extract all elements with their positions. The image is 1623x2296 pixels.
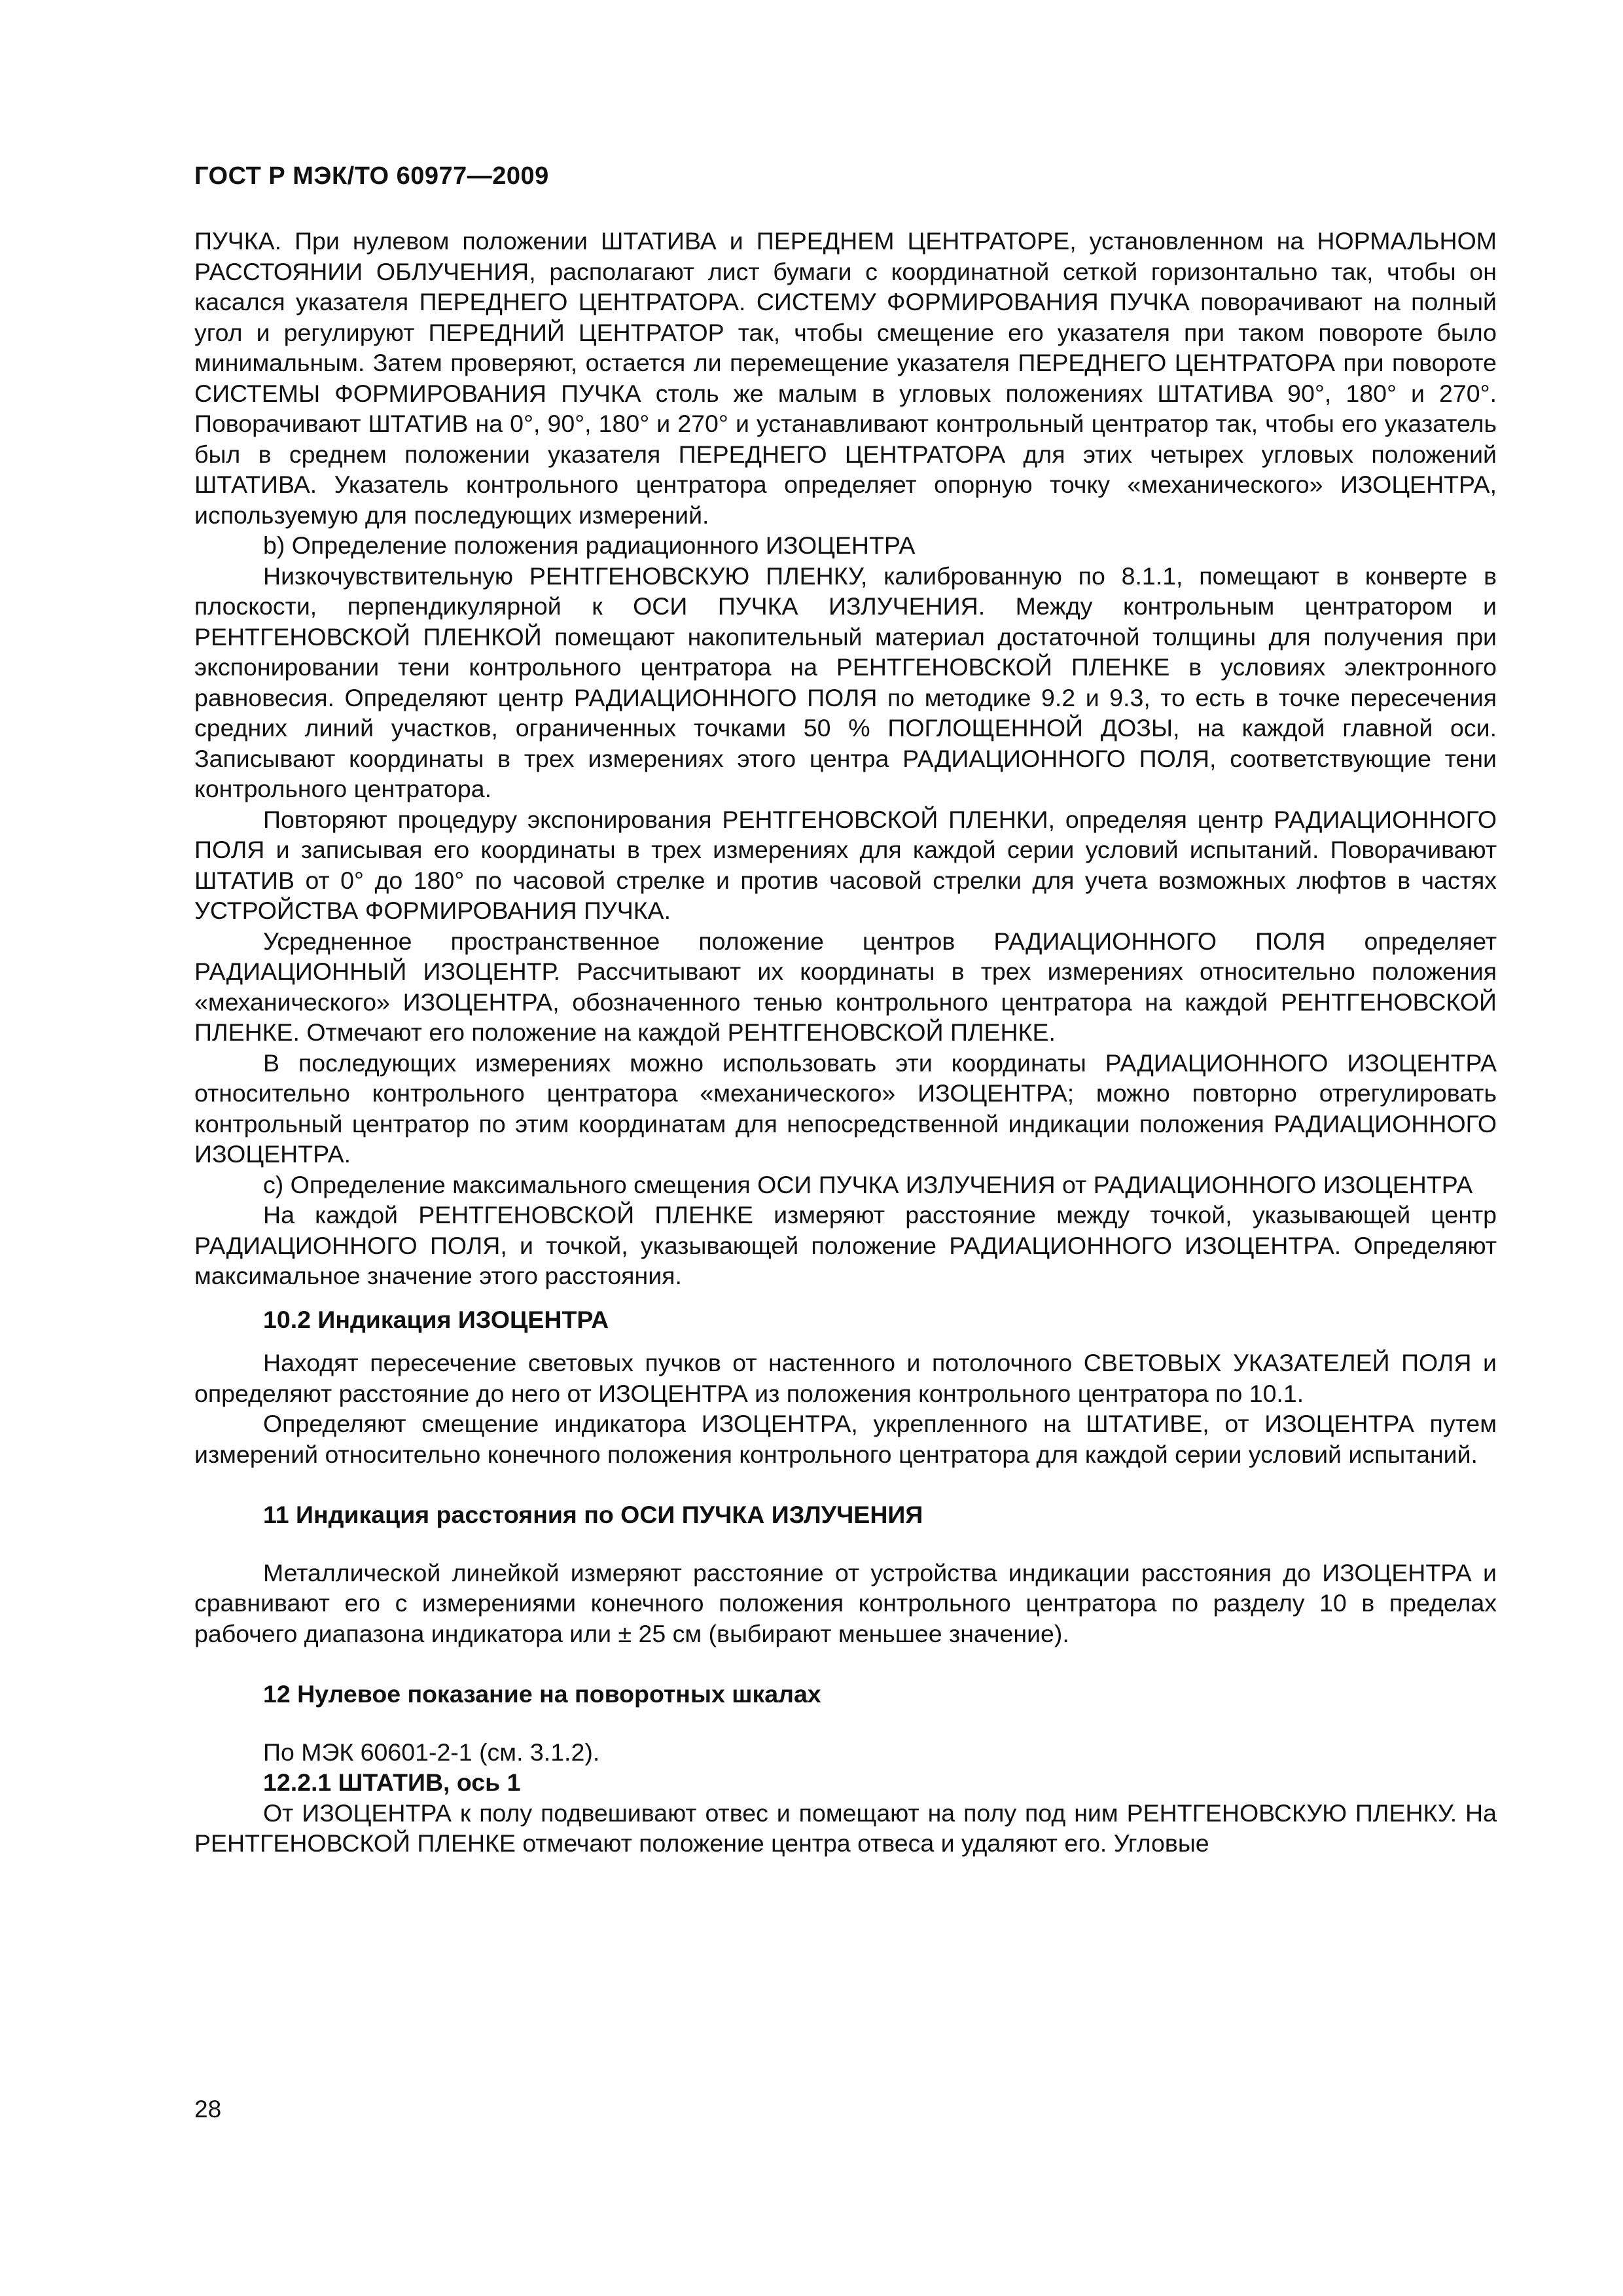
paragraph: На каждой РЕНТГЕНОВСКОЙ ПЛЕНКЕ измеряют расстояние между точкой, указывающей центр РАДИАЦИОННОГО ПОЛЯ, и точкой, указывающей положение РАДИАЦИОННОГО ИЗОЦЕНТРА. Определяют максимальное значение этого расстояния.: [194, 1201, 1497, 1289]
section-heading-12: 12 Нулевое показание на поворотных шкалах: [263, 1680, 821, 1708]
document-body: [194, 226, 1497, 1859]
list-item-c: c) Определение максимального смещения ОСИ ПУЧКА ИЗЛУЧЕНИЯ от РАДИАЦИОННОГО ИЗОЦЕНТРА: [263, 1170, 1473, 1198]
document-header: ГОСТ Р МЭК/ТО 60977—2009: [194, 162, 549, 190]
paragraph: Повторяют процедуру экспонирования РЕНТГЕНОВСКОЙ ПЛЕНКИ, определяя центр РАДИАЦИОННОГО ПОЛЯ и записывая его координаты в трех измерениях для каждой серии условий испытаний. Поворачивают ШТАТИВ от 0° до 180° по часовой стрелке и против часовой стрелки для учета возможных люфтов в частях УСТРОЙСТВА ФОРМИРОВАНИЯ ПУЧКА.: [194, 805, 1497, 924]
paragraph: Низкочувствительную РЕНТГЕНОВСКУЮ ПЛЕНКУ, калиброванную по 8.1.1, помещают в конверте в плоскости, перпендикулярной к ОСИ ПУЧКА ИЗЛУЧЕНИЯ. Между контрольным центратором и РЕНТГЕНОВСКОЙ ПЛЕНКОЙ помещают накопительный материал достаточной толщины для получения при экспонировании тени контрольного центратора на РЕНТГЕНОВСКОЙ ПЛЕНКЕ в условиях электронного равновесия. Определяют центр РАДИАЦИОННОГО ПОЛЯ по методике 9.2 и 9.3, то есть в точке пересечения средних линий участков, ограниченных точками 50 % ПОГЛОЩЕННОЙ ДОЗЫ, на каждой главной оси. Записывают координаты в трех измерениях этого центра РАДИАЦИОННОГО ПОЛЯ, соответствующие тени контрольного центратора.: [194, 562, 1497, 802]
subsection-heading-12-2-1: 12.2.1 ШТАТИВ, ось 1: [263, 1768, 521, 1796]
paragraph: ПУЧКА. При нулевом положении ШТАТИВА и ПЕРЕДНЕМ ЦЕНТРАТОРЕ, установленном на НОРМАЛЬНОМ РАССТОЯНИИ ОБЛУЧЕНИЯ, располагают лист бумаги с координатной сеткой горизонтально так, чтобы он касался указателя ПЕРЕДНЕГО ЦЕНТРАТОРА. СИСТЕМУ ФОРМИРОВАНИЯ ПУЧКА поворачивают на полный угол и регулируют ПЕРЕДНИЙ ЦЕНТРАТОР так, чтобы смещение его указателя при таком повороте было минимальным. Затем проверяют, остается ли перемещение указателя ПЕРЕДНЕГО ЦЕНТРАТОРА при повороте СИСТЕМЫ ФОРМИРОВАНИЯ ПУЧКА столь же малым в угловых положениях ШТАТИВА 90°, 180° и 270°. Поворачивают ШТАТИВ на 0°, 90°, 180° и 270° и устанавливают контрольный центратор так, чтобы его указатель был в среднем положении указателя ПЕРЕДНЕГО ЦЕНТРАТОРА для этих четырех угловых положений ШТАТИВА. Указатель контрольного центратора определяет опорную точку «механического» ИЗОЦЕНТРА, используемую для последующих измерений.: [194, 227, 1497, 529]
paragraph: Усредненное пространственное положение центров РАДИАЦИОННОГО ПОЛЯ определяет РАДИАЦИОННЫЙ ИЗОЦЕНТР. Рассчитывают их координаты в трех измерениях относительно положения «механического» ИЗОЦЕНТРА, обозначенного тенью контрольного центратора на каждой РЕНТГЕНОВСКОЙ ПЛЕНКЕ. Отмечают его положение на каждой РЕНТГЕНОВСКОЙ ПЛЕНКЕ.: [194, 927, 1497, 1046]
paragraph: Металлической линейкой измеряют расстояние от устройства индикации расстояния до ИЗОЦЕНТРА и сравнивают его с измерениями конечного положения контрольного центратора по разделу 10 в пределах рабочего диапазона индикатора или ± 25 см (выбирают меньшее значение).: [194, 1558, 1497, 1647]
section-heading-10-2: 10.2 Индикация ИЗОЦЕНТРА: [263, 1305, 609, 1333]
paragraph: По МЭК 60601-2-1 (см. 3.1.2).: [263, 1738, 600, 1766]
paragraph: Находят пересечение световых пучков от настенного и потолочного СВЕТОВЫХ УКАЗАТЕЛЕЙ ПОЛЯ и определяют расстояние до него от ИЗОЦЕНТРА из положения контрольного центратора по 10.1.: [194, 1349, 1497, 1407]
paragraph: В последующих измерениях можно использовать эти координаты РАДИАЦИОННОГО ИЗОЦЕНТРА относительно контрольного центратора «механического» ИЗОЦЕНТРА; можно повторно отрегулировать контрольный центратор по этим координатам для непосредственной индикации положения РАДИАЦИОННОГО ИЗОЦЕНТРА.: [194, 1049, 1497, 1168]
paragraph: Определяют смещение индикатора ИЗОЦЕНТРА, укрепленного на ШТАТИВЕ, от ИЗОЦЕНТРА путем измерений относительно конечного положения контрольного центратора для каждой серии условий испытаний.: [194, 1410, 1497, 1468]
section-heading-11: 11 Индикация расстояния по ОСИ ПУЧКА ИЗЛУЧЕНИЯ: [263, 1501, 923, 1528]
paragraph: От ИЗОЦЕНТРА к полу подвешивают отвес и помещают на полу под ним РЕНТГЕНОВСКУЮ ПЛЕНКУ. На РЕНТГЕНОВСКОЙ ПЛЕНКЕ отмечают положение центра отвеса и удаляют его. Угловые: [194, 1799, 1497, 1857]
page-number: 28: [194, 2096, 222, 2123]
list-item-b: b) Определение положения радиационного ИЗОЦЕНТРА: [263, 531, 916, 559]
